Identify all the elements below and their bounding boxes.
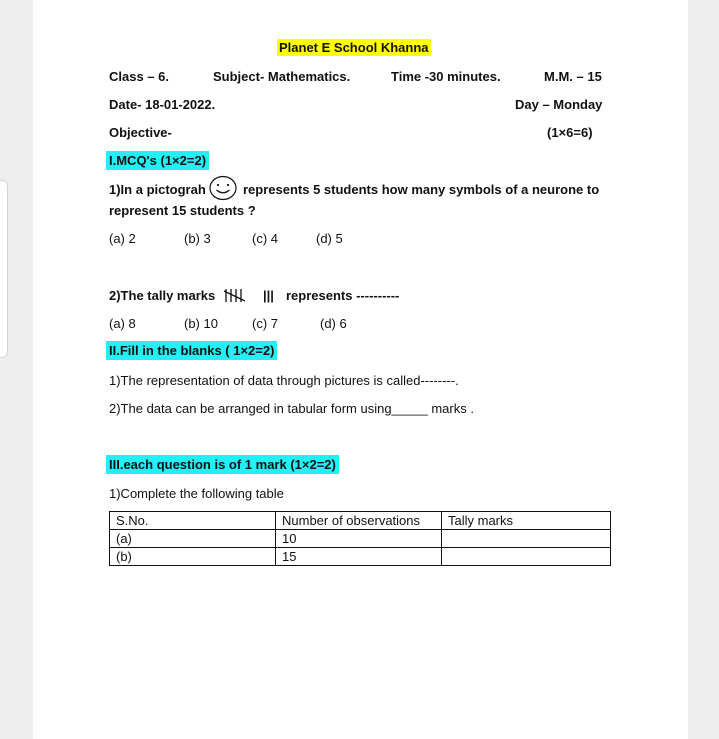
fill-blank-q2: 2)The data can be arranged in tabular form using_____ marks . (109, 401, 474, 416)
mcq1-text-line2: represent 15 students ? (109, 203, 256, 218)
objective-label: Objective- (109, 125, 172, 140)
table-question: 1)Complete the following table (109, 486, 284, 501)
mcq2-option-a: (a) 8 (109, 316, 136, 331)
fill-blank-q1: 1)The representation of data through pictures is called--------. (109, 373, 459, 388)
section-one-mark-heading: III.each question is of 1 mark (1×2=2) (106, 457, 339, 473)
document-page (33, 0, 688, 739)
mcq2-text-end: represents ---------- (286, 288, 400, 303)
subject-label: Subject- Mathematics. (213, 69, 351, 84)
class-label: Class – 6. (109, 69, 169, 84)
table-cell: (b) (110, 548, 276, 566)
mcq1-text-end: represents 5 students how many symbols of a neurone to (243, 182, 600, 197)
side-panel-tab[interactable] (0, 180, 8, 358)
table-cell: 15 (276, 548, 442, 566)
day-label: Day – Monday (515, 97, 603, 112)
time-label: Time -30 minutes. (391, 69, 501, 84)
tally-five-icon (223, 287, 249, 303)
mcq1-option-c: (c) 4 (252, 231, 278, 246)
mcq2-option-c: (c) 7 (252, 316, 278, 331)
table-cell (442, 548, 611, 566)
mcq2-option-d: (d) 6 (320, 316, 347, 331)
max-marks-label: M.M. – 15 (544, 69, 602, 84)
school-name: Planet E School Khanna (279, 40, 429, 55)
table-header-cell: S.No. (110, 512, 276, 530)
smiley-face-icon (208, 175, 238, 201)
mcq2-option-b: (b) 10 (184, 316, 218, 331)
mcq2-tally-three: ||| (263, 288, 274, 303)
objective-marks: (1×6=6) (547, 125, 593, 140)
table-header-row (110, 512, 611, 530)
section-fill-blanks-heading: II.Fill in the blanks ( 1×2=2) (106, 343, 277, 359)
mcq1-option-a: (a) 2 (109, 231, 136, 246)
table-cell: 10 (276, 530, 442, 548)
table-cell: (a) (110, 530, 276, 548)
table-header-cell: Number of observations (276, 512, 442, 530)
table-row (110, 530, 611, 548)
mcq2-text-start: 2)The tally marks (109, 288, 216, 303)
mcq1-text-start: 1)In a pictograh (109, 182, 206, 197)
mcq1-option-b: (b) 3 (184, 231, 211, 246)
table-cell (442, 530, 611, 548)
table-header-cell: Tally marks (442, 512, 611, 530)
date-label: Date- 18-01-2022. (109, 97, 216, 112)
section-mcq-heading: I.MCQ's (1×2=2) (106, 153, 209, 169)
observation-table (109, 511, 611, 566)
table-row (110, 548, 611, 566)
mcq1-option-d: (d) 5 (316, 231, 343, 246)
